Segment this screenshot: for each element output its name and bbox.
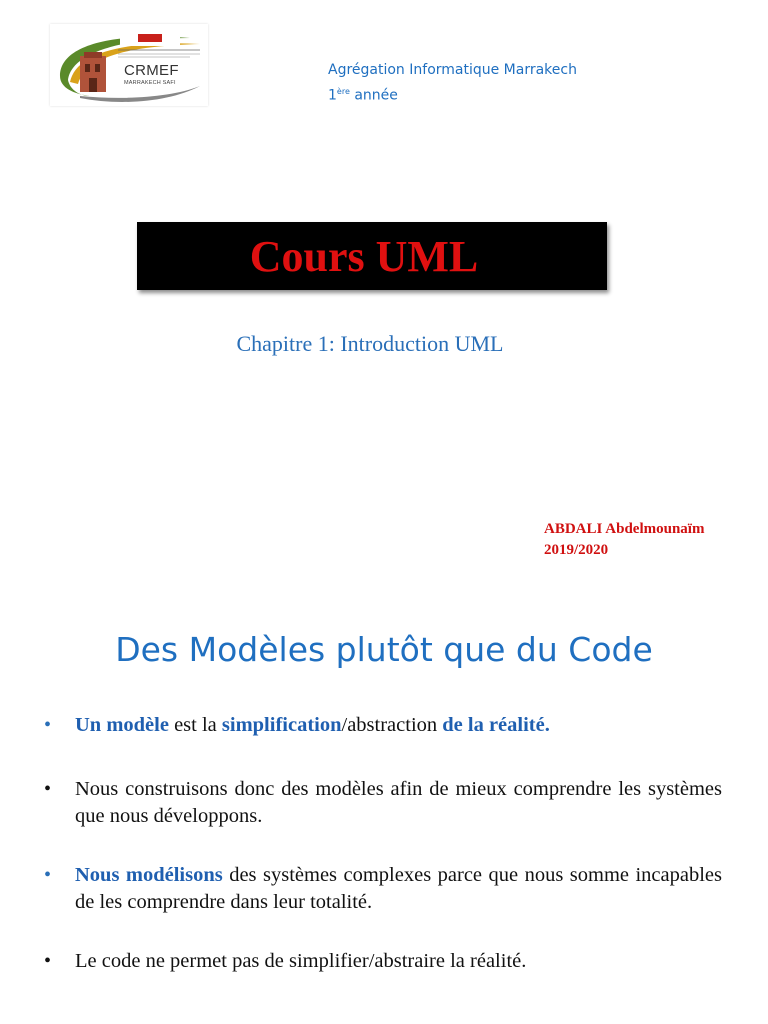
crmef-logo [50, 24, 208, 106]
author-name: ABDALI Abdelmounaïm [544, 521, 705, 537]
bullet-list [46, 712, 722, 975]
bullet-item [46, 862, 722, 916]
header-line-2 [328, 81, 577, 107]
bullet-item [46, 712, 722, 739]
header-line-1: Agrégation Informatique Marrakech [328, 62, 577, 78]
bullet-text: des systèmes complexes parce que nous somme incapables de les comprendre dans leur totalité. [75, 864, 722, 913]
slide-heading: Des Modèles plutôt que du Code [115, 630, 653, 669]
bullet-highlight: Nous modélisons [75, 864, 223, 886]
logo-name: CRMEF [124, 62, 179, 79]
bullet-item [46, 948, 722, 975]
bullet-text: Nous construisons donc des modèles afin de mieux comprendre les systèmes que nous développons. [75, 778, 722, 827]
header-year-number: 1 [328, 87, 337, 104]
bullet-highlight: simplification [221, 714, 342, 736]
course-header [328, 59, 577, 107]
bullet-highlight: de la réalité. [442, 714, 550, 736]
bullet-text: Le code ne permet pas de simplifier/abstraire la réalité. [75, 950, 527, 972]
bullet-item [46, 776, 722, 830]
bullet-text: est la [168, 714, 222, 736]
logo-subtitle: MARRAKECH SAFI [124, 80, 176, 86]
title-banner [137, 222, 607, 290]
slide-title: Cours UML [249, 231, 479, 281]
chapter-subtitle: Chapitre 1: Introduction UML [236, 331, 504, 356]
content-slide [0, 600, 768, 1024]
author-block [544, 519, 704, 561]
header-year-superscript: ère [336, 87, 350, 96]
bullet-text: /abstraction [341, 714, 443, 736]
header-year-suffix: année [349, 87, 398, 104]
bullet-highlight: Un modèle [75, 714, 169, 736]
academic-year: 2019/2020 [544, 542, 609, 558]
